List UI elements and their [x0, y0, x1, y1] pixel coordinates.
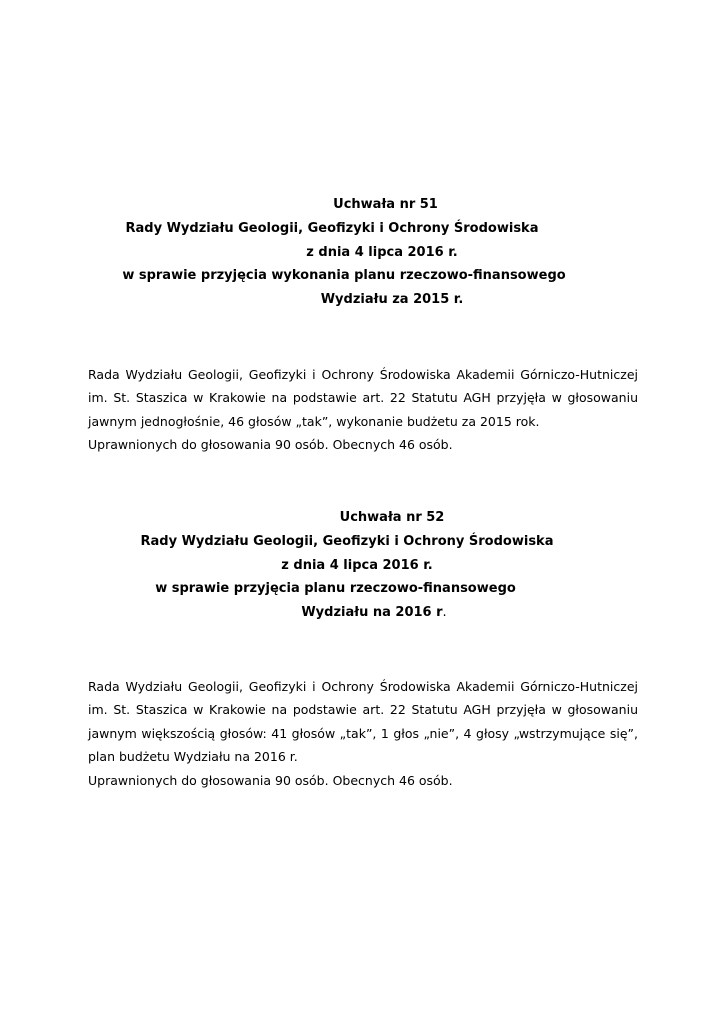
attendance-note: Uprawnionych do głosowania 90 osób. Obecnych 46 osób.	[88, 437, 453, 453]
heading-trailing-period: .	[442, 605, 447, 621]
resolution-subject: w sprawie przyjęcia planu rzeczowo-finansowego	[155, 581, 516, 597]
resolution-52	[88, 506, 638, 792]
resolution-heading	[88, 506, 638, 625]
resolution-subject-continued	[110, 601, 638, 625]
resolution-number: Uchwała nr 51	[333, 197, 438, 212]
resolution-decision-text: Rada Wydziału Geologii, Geofizyki i Ochrony Środowiska Akademii Górniczo-Hutniczej im. St. Staszica w Krakowie na podstawie art. 22 Statutu AGH przyjęła w głosowaniu jawnym jednogłośnie, 46 głosów „tak”, wykonanie budżetu za 2015 rok.	[88, 366, 638, 429]
council-name: Rady Wydziału Geologii, Geofizyki i Ochrony Środowiska	[140, 533, 554, 549]
resolution-subject: w sprawie przyjęcia wykonania planu rzeczowo-finansowego	[122, 268, 566, 284]
council-name: Rady Wydziału Geologii, Geofizyki i Ochrony Środowiska	[125, 220, 539, 236]
resolution-date: z dnia 4 lipca 2016 r.	[281, 557, 433, 573]
resolution-body	[88, 675, 638, 793]
resolution-decision-text: Rada Wydziału Geologii, Geofizyki i Ochrony Środowiska Akademii Górniczo-Hutniczej im. St. Staszica w Krakowie na podstawie art. 22 Statutu AGH przyjęła w głosowaniu jawnym większością głosów: 41 głosów „tak”, 1 głos „nie”, 4 głosy „wstrzymujące się”, plan budżetu Wydziału na 2016 r.	[88, 678, 638, 765]
resolution-body	[88, 363, 638, 457]
resolution-51	[88, 193, 638, 457]
resolution-subject-continued: Wydziału za 2015 r.	[320, 292, 464, 308]
resolution-date: z dnia 4 lipca 2016 r.	[306, 244, 458, 260]
resolution-subject-continued-text: Wydziału na 2016 r	[301, 605, 443, 621]
resolution-heading	[88, 193, 638, 312]
attendance-note: Uprawnionych do głosowania 90 osób. Obecnych 46 osób.	[88, 772, 453, 788]
resolution-number: Uchwała nr 52	[339, 510, 445, 525]
